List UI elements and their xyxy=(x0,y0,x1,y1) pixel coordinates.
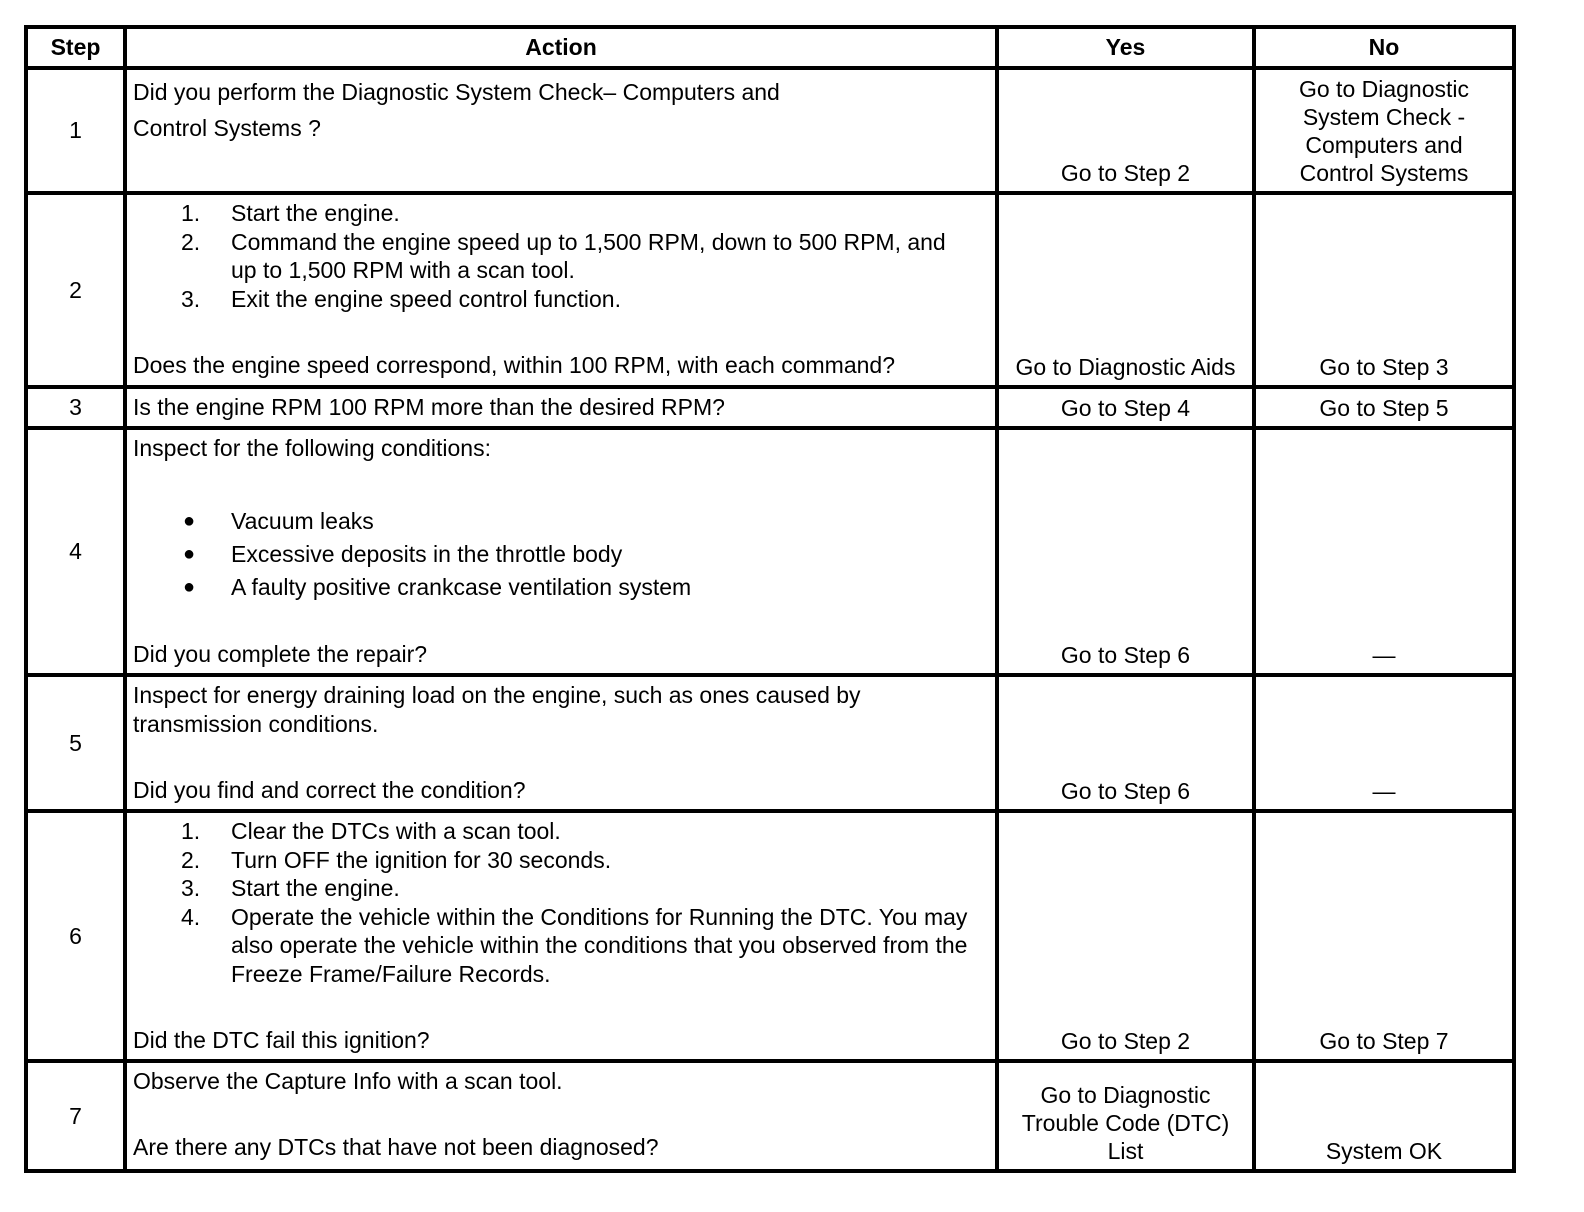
action-text: Control Systems ? xyxy=(133,115,321,141)
table-row-step-1 xyxy=(26,68,1514,193)
question-text: Did the DTC fail this ignition? xyxy=(133,1027,430,1053)
list-item: 2. Turn OFF the ignition for 30 seconds. xyxy=(181,846,612,873)
step-number: 2 xyxy=(26,193,125,387)
yes-cell xyxy=(997,1061,1254,1171)
no-cell: System OK xyxy=(1254,1061,1514,1171)
no-cell: Go to Step 3 xyxy=(1254,193,1514,387)
list-item: ● Excessive deposits in the throttle body xyxy=(183,541,623,567)
step-number: 7 xyxy=(26,1061,125,1171)
question-text: Is the engine RPM 100 RPM more than the desired RPM? xyxy=(125,387,997,428)
diagnostic-table xyxy=(24,25,1516,1173)
no-cell: Go to Step 7 xyxy=(1254,811,1514,1061)
yes-cell: Go to Step 2 xyxy=(997,68,1254,193)
step-number: 6 xyxy=(26,811,125,1061)
list-item: 2. Command the engine speed up to 1,500 RPM, down to 500 RPM, and up to 1,500 RPM with a scan tool. xyxy=(181,228,946,283)
no-cell xyxy=(1254,68,1514,193)
yes-cell: Go to Step 2 xyxy=(997,811,1254,1061)
no-text: Control Systems xyxy=(1299,160,1469,186)
no-cell: — xyxy=(1254,675,1514,811)
list-item: 3. Start the engine. xyxy=(181,875,400,901)
step-number: 3 xyxy=(26,387,125,428)
yes-text: Trouble Code (DTC) xyxy=(1021,1110,1230,1136)
question-text: Did you find and correct the condition? xyxy=(133,777,526,803)
step-number: 1 xyxy=(26,68,125,193)
header-row xyxy=(26,27,1514,68)
action-text: Did you perform the Diagnostic System Check– Computers and xyxy=(133,79,780,105)
question-text: Did you complete the repair? xyxy=(133,641,428,667)
header-action: Action xyxy=(125,27,997,68)
table-row-step-3 xyxy=(26,387,1514,428)
list-item: 3. Exit the engine speed control function. xyxy=(181,285,621,312)
no-text: System Check - xyxy=(1302,104,1466,130)
list-item: 1. Clear the DTCs with a scan tool. xyxy=(181,818,561,844)
action-cell xyxy=(125,68,997,193)
table-row-step-2 xyxy=(26,193,1514,387)
yes-cell: Go to Step 6 xyxy=(997,675,1254,811)
list-item: 1. Start the engine. xyxy=(181,200,400,226)
list-item: ● A faulty positive crankcase ventilation system xyxy=(183,574,692,600)
no-cell: Go to Step 5 xyxy=(1254,387,1514,428)
no-text: Computers and xyxy=(1305,132,1463,158)
no-text: Go to Diagnostic xyxy=(1298,76,1470,102)
action-cell xyxy=(125,675,997,811)
yes-text: List xyxy=(1107,1138,1144,1164)
yes-cell: Go to Step 4 xyxy=(997,387,1254,428)
intro-text: Inspect for energy draining load on the engine, such as ones caused by transmission conditions. xyxy=(133,682,861,737)
header-no: No xyxy=(1254,27,1514,68)
bullet-list xyxy=(133,505,989,604)
action-cell xyxy=(125,428,997,675)
action-cell xyxy=(125,811,997,1061)
intro-text: Observe the Capture Info with a scan tool. xyxy=(133,1068,563,1094)
table-row-step-6 xyxy=(26,811,1514,1061)
step-number: 4 xyxy=(26,428,125,675)
yes-cell: Go to Diagnostic Aids xyxy=(997,193,1254,387)
yes-cell: Go to Step 6 xyxy=(997,428,1254,675)
no-cell: — xyxy=(1254,428,1514,675)
list-item: ● Vacuum leaks xyxy=(183,508,374,534)
question-text: Does the engine speed correspond, within 100 RPM, with each command? xyxy=(133,352,895,378)
header-yes: Yes xyxy=(997,27,1254,68)
question-text: Are there any DTCs that have not been diagnosed? xyxy=(133,1134,659,1160)
action-cell xyxy=(125,1061,997,1171)
table-row-step-5 xyxy=(26,675,1514,811)
numbered-list xyxy=(133,199,989,313)
intro-text: Inspect for the following conditions: xyxy=(133,435,491,461)
header-step: Step xyxy=(26,27,125,68)
table-row-step-4 xyxy=(26,428,1514,675)
numbered-list xyxy=(133,817,989,988)
yes-text: Go to Diagnostic xyxy=(1040,1082,1211,1108)
action-cell xyxy=(125,193,997,387)
list-item: 4. Operate the vehicle within the Conditions for Running the DTC. You may also operate the vehicle within the conditions that you observed from the Freeze Frame/Failure Records. xyxy=(181,903,968,987)
table-row-step-7 xyxy=(26,1061,1514,1171)
step-number: 5 xyxy=(26,675,125,811)
